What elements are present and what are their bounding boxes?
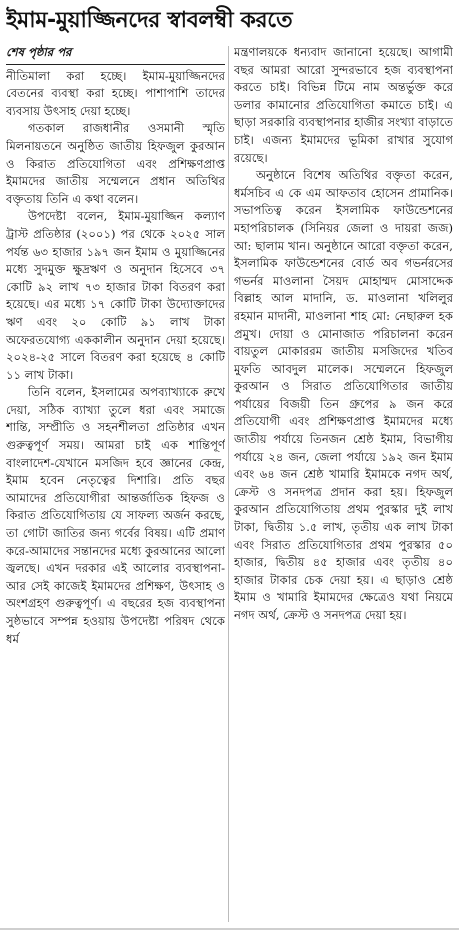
paragraph: অনুষ্ঠানে বিশেষ অতিথির বক্তৃতা করেন, ধর্মসচিব এ কে এম আফতাব হোসেন প্রামানিক। সভাপতিত্ব করেন ইসলামিক ফাউন্ডেশনের মহাপরিচালক (সিনিয়র জেলা ও দায়রা জজ) আ: ছালাম খান। অনুষ্ঠানে আরো বক্তৃতা করেন, ইসলামিক ফাউন্ডেশনের বোর্ড অব গভর্নরসের গভর্নর মাওলানা সৈয়দ মোহাম্মদ মোসাদ্দেক বিল্লাহ আল মাদানি, ড. মাওলানা খলিলুর রহমান মাদানী, মাওলানা শাহ মো: নেছারুল হক প্রমুখ। দোয়া ও মোনাজাত পরিচালনা করেন বায়তুল মোকাররম জাতীয় মসজিদের খতিব মুফতি আবদুল মালেক। সম্মেলনে হিফজুল কুরআন ও সিরাত প্রতিযোগিতার জাতীয় পর্যায়ের বিজয়ী তিন গ্রুপের ৯ জন করে প্রতিযোগী এবং প্রশিক্ষণপ্রাপ্ত ইমামদের মধ্যে জাতীয় পর্যায়ে তিনজন শ্রেষ্ঠ ইমাম, বিভাগীয় পর্যায়ে ২৪ জন, জেলা পর্যায়ে ১৯২ জন ইমাম এবং ৬৪ জন শ্রেষ্ঠ খামারি ইমামকে নগদ অর্থ, ক্রেস্ট ও সনদপত্র প্রদান করা হয়। হিফজুল কুরআন প্রতিযোগিতায় প্রথম পুরস্কার দুই লাখ টাকা, দ্বিতীয় ১.৫ লাখ, তৃতীয় এক লাখ টাকা এবং সিরাত প্রতিযোগিতার প্রথম পুরস্কার ৫০ হাজার, দ্বিতীয় ৪৫ হাজার এবং তৃতীয় ৪০ হাজার টাকার চেক দেয়া হয়। এ ছাড়াও শ্রেষ্ঠ ইমাম ও খামারি ইমামদের ক্ষেত্রেও যথা নিয়মে নগদ অর্থ, ক্রেস্ট ও সনদপত্র দেয়া হয়।	[234, 168, 453, 622]
paragraph: মন্ত্রণালয়কে ধন্যবাদ জানানো হয়েছে। আগামী বছর আমরা আরো সুন্দরভাবে হজ ব্যবস্থাপনা করতে চাই। বিভিন্ন টিমে নাম অন্তর্ভুক্ত করে ডলার কামানোর প্রতিযোগিতা কমাতে চাই। এ ছাড়া সরকারি ব্যবস্থাপনার হাজীর সংখ্যা বাড়াতে চাই। এজন্য ইমামদের ভূমিকা রাখার সুযোগ রয়েছে।	[234, 45, 453, 165]
paragraph: তিনি বলেন, ইসলামের অপব্যাখ্যাকে রুখে দেয়া, সঠিক ব্যাখ্যা তুলে ধরা এবং সমাজে শান্তি, সম্প্রীতি ও সহনশীলতা প্রতিষ্ঠার এখন গুরুত্বপূর্ণ সময়। আমরা চাই এক শান্তিপূর্ণ বাংলাদেশ-যেখানে মসজিদ হবে জ্ঞানের কেন্দ্র, ইমাম হবেন নেতৃত্বের দিশারি। প্রতি বছর আমাদের প্রতিযোগীরা আন্তর্জাতিক হিফজ ও কিরাত প্রতিযোগিতায় যে সাফল্য অর্জন করছে, তা গোটা জাতির জন্য গর্বের বিষয়। এটি প্রমাণ করে-আমাদের সন্তানদের মধ্যে কুরআনের আলো জ্বলছে। এখন দরকার এই আলোর ব্যবস্থাপনা-আর সেই কাজেই ইমামদের প্রশিক্ষণ, উৎসাহ ও অংশগ্রহণ গুরুত্বপূর্ণ। এ বছরের হজ ব্যবস্থাপনা সুষ্ঠভাবে সম্পন্ন হওয়ায় উপদেষ্টা পরিষদ থেকে ধর্ম	[6, 385, 225, 646]
article-headline: ইমাম-মুয়াজ্জিনদের স্বাবলম্বী করতে	[6, 8, 293, 33]
kicker-rule	[6, 64, 225, 65]
article-column-right	[234, 44, 453, 924]
paragraph: নীতিমালা করা হচ্ছে। ইমাম-মুয়াজ্জিনদের বেতনের ব্যবস্থা করা হচ্ছে। পাশাপাশি তাদের ব্যবসায় উৎসাহ দেয়া হচ্ছে।	[6, 68, 225, 118]
column-divider	[228, 46, 229, 922]
continued-from-label: শেষ পৃষ্ঠার পর	[6, 45, 72, 59]
bottom-rule	[0, 928, 459, 930]
paragraph: গতকাল রাজধানীর ওসমানী স্মৃতি মিলনায়তনে অনুষ্ঠিত জাতীয় হিফজুল কুরআন ও কিরাত প্রতিযোগিতা এবং প্রশিক্ষণপ্রাপ্ত ইমামদের জাতীয় সম্মেলনে প্রধান অতিথির বক্তৃতায় তিনি এ কথা বলেন।	[6, 121, 225, 206]
paragraph: উপদেষ্টা বলেন, ইমাম-মুয়াজ্জিন কল্যাণ ট্রাস্ট প্রতিষ্ঠার (২০০১) পর থেকে ২০২৫ সাল পর্যন্ত ৬৩ হাজার ১৯৭ জন ইমাম ও মুয়াজ্জিনের মধ্যে সুদমুক্ত ক্ষুদ্রঋণ ও অনুদান হিসেবে ৩৭ কোটি ৯২ লাখ ৭৩ হাজার টাকা বিতরণ করা হয়েছে। এর মধ্যে ১৭ কোটি টাকা উদ্যোক্তাদের ঋণ এবং ২০ কোটি ৯১ লাখ টাকা অফেরতযোগ্য এককালীন অনুদান দেয়া হয়েছে। ২০২৪-২৫ সালে বিতরণ করা হয়েছে ৪ কোটি ১১ লাখ টাকা।	[6, 209, 225, 382]
article-column-left	[6, 44, 225, 924]
